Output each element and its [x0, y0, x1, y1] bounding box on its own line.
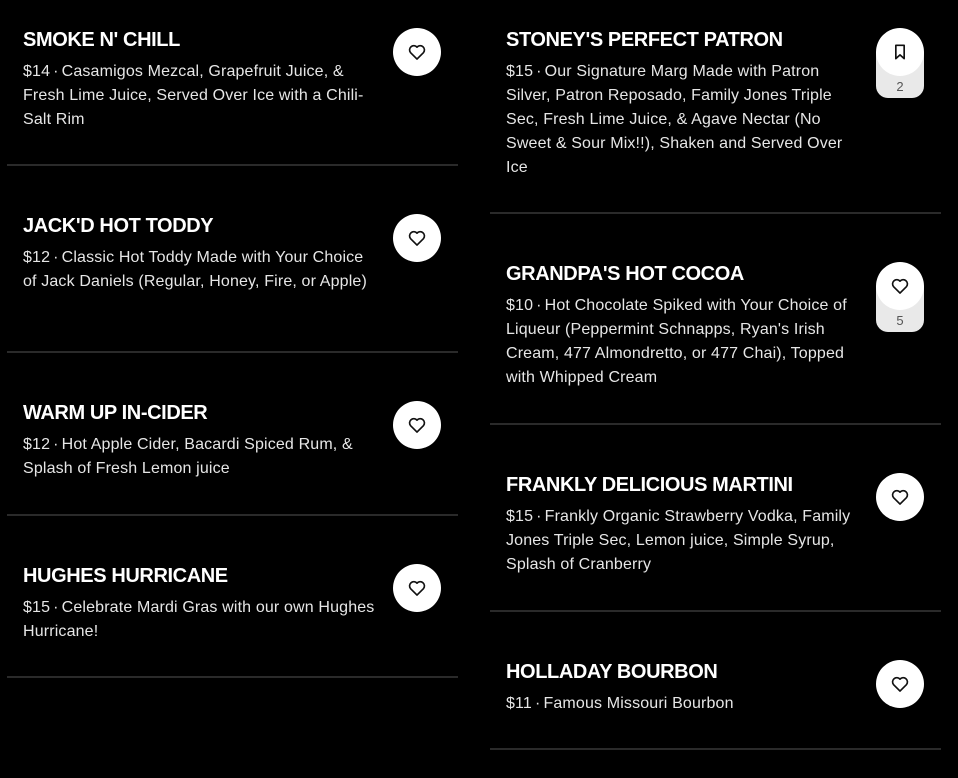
item-name: GRANDPA'S HOT COCOA: [506, 263, 744, 285]
item-description-text: Celebrate Mardi Gras with our own Hughes Hurricane!: [23, 599, 375, 640]
heart-icon: [407, 42, 427, 62]
bookmark-icon: [890, 42, 910, 62]
heart-button[interactable]: [876, 262, 924, 310]
heart-button[interactable]: [876, 473, 924, 521]
item-name: JACK'D HOT TODDY: [23, 215, 214, 237]
item-name: FRANKLY DELICIOUS MARTINI: [506, 474, 793, 496]
item-description-text: Frankly Organic Strawberry Vodka, Family Jones Triple Sec, Lemon juice, Simple Syrup, Splash of Cranberry: [506, 508, 851, 573]
item-name: WARM UP IN-CIDER: [23, 402, 208, 424]
item-price: $11: [506, 695, 532, 712]
separator-dot: ·: [53, 599, 59, 616]
separator-dot: ·: [53, 436, 59, 453]
heart-button[interactable]: [393, 28, 441, 76]
item-description: [23, 60, 379, 132]
heart-icon: [890, 487, 910, 507]
menu-item[interactable]: [490, 425, 941, 612]
separator-dot: ·: [536, 508, 542, 525]
save-count: 2: [896, 79, 904, 94]
item-price: $10: [506, 297, 534, 314]
item-description-text: Hot Chocolate Spiked with Your Choice of Liqueur (Peppermint Schnapps, Ryan's Irish Cream, 477 Almondretto, or 477 Chai), Topped with Whipped Cream: [506, 297, 847, 386]
separator-dot: ·: [534, 695, 541, 712]
item-description-text: Hot Apple Cider, Bacardi Spiced Rum, & Splash of Fresh Lemon juice: [23, 436, 353, 477]
heart-icon: [890, 276, 910, 296]
like-count: 5: [896, 313, 904, 328]
item-description: [506, 60, 862, 180]
item-name: HUGHES HURRICANE: [23, 565, 228, 587]
heart-button[interactable]: [876, 660, 924, 708]
menu-item[interactable]: [490, 612, 941, 750]
heart-button[interactable]: [393, 401, 441, 449]
heart-icon: [407, 415, 427, 435]
menu-item[interactable]: [490, 214, 941, 425]
separator-dot: ·: [53, 63, 59, 80]
save-group: [876, 28, 924, 98]
item-description-text: Our Signature Marg Made with Patron Silver, Patron Reposado, Family Jones Triple Sec, Fresh Lime Juice, & Agave Nectar (No Sweet & Sour Mix!!), Shaken and Served Over Ice: [506, 63, 843, 176]
separator-dot: ·: [536, 297, 542, 314]
heart-icon: [890, 674, 910, 694]
heart-button[interactable]: [393, 564, 441, 612]
menu-item[interactable]: [7, 166, 458, 353]
item-description: [23, 433, 379, 481]
item-price: $15: [23, 599, 51, 616]
separator-dot: ·: [53, 249, 59, 266]
heart-icon: [407, 578, 427, 598]
item-description-text: Famous Missouri Bourbon: [543, 695, 734, 712]
item-price: $15: [506, 508, 534, 525]
menu-item[interactable]: [490, 0, 941, 214]
item-description: [506, 294, 862, 390]
item-description: [506, 692, 862, 716]
separator-dot: ·: [536, 63, 542, 80]
item-name: HOLLADAY BOURBON: [506, 661, 718, 683]
item-description-text: Casamigos Mezcal, Grapefruit Juice, & Fresh Lime Juice, Served Over Ice with a Chili-Salt Rim: [23, 63, 364, 128]
item-price: $14: [23, 63, 51, 80]
item-description: [23, 246, 379, 294]
bookmark-button[interactable]: [876, 28, 924, 76]
item-description-text: Classic Hot Toddy Made with Your Choice of Jack Daniels (Regular, Honey, Fire, or Apple): [23, 249, 367, 290]
menu-item[interactable]: [7, 516, 458, 678]
item-name: SMOKE N' CHILL: [23, 29, 180, 51]
heart-icon: [407, 228, 427, 248]
heart-button[interactable]: [393, 214, 441, 262]
item-description: [23, 596, 379, 644]
item-name: STONEY'S PERFECT PATRON: [506, 29, 783, 51]
item-description: [506, 505, 862, 577]
item-price: $15: [506, 63, 534, 80]
menu-item[interactable]: [7, 353, 458, 516]
item-price: $12: [23, 436, 51, 453]
menu-item[interactable]: [7, 0, 458, 166]
like-group: [876, 262, 924, 332]
item-price: $12: [23, 249, 51, 266]
